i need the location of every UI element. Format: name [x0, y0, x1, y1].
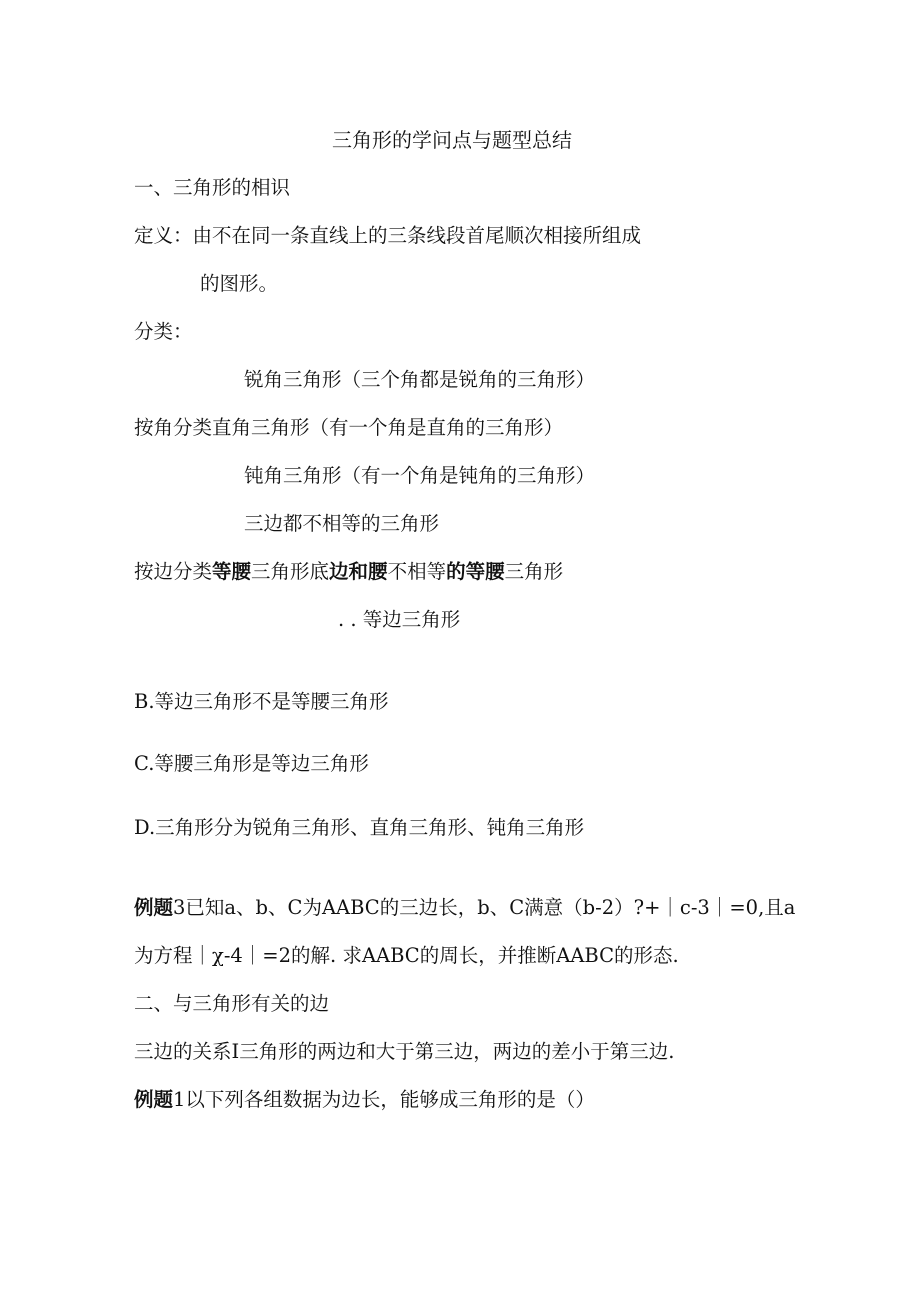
definition-line-1: 定义：由不在同一条直线上的三条线段首尾顺次相接所组成	[134, 224, 642, 247]
isosceles-text-3: 三角形	[504, 560, 564, 583]
isosceles-text-2: 不相等	[387, 560, 447, 583]
page-title: 三角形的学问点与题型总结	[332, 128, 572, 152]
section-heading-2: 二、与三角形有关的边	[134, 992, 330, 1015]
acute-triangle-line: 锐角三角形（三个角都是锐角的三角形）	[244, 368, 596, 391]
option-c: C.等腰三角形是等边三角形	[134, 752, 369, 775]
isosceles-bold-3: 的等腰	[446, 560, 505, 583]
example1-line	[134, 1086, 595, 1114]
right-triangle-text: 直角三角形（有一个角是直角的三角形）	[212, 416, 564, 439]
example1-text: 1以下列各组数据为边长，能够成三角形的是（）	[173, 1088, 595, 1111]
definition-line-2: 的图形。	[200, 272, 279, 295]
example1-label: 例题	[134, 1088, 174, 1111]
section-heading-1: 一、三角形的相识	[134, 176, 291, 199]
isosceles-bold-2: 边和腰	[329, 560, 388, 583]
classify-by-side-prefix: 按边分类	[134, 560, 213, 583]
option-d: D.三角形分为锐角三角形、直角三角形、钝角三角形	[134, 816, 585, 839]
example3-text-1: 3已知a、b、C为AABC的三边长，b、C满意（b-2）?+｜c-3｜=0,且a	[173, 896, 796, 919]
classify-by-side-line	[134, 558, 563, 586]
option-b: B.等边三角形不是等腰三角形	[134, 690, 389, 713]
side-relation-line: 三边的关系I三角形的两边和大于第三边，两边的差小于第三边.	[134, 1040, 675, 1063]
scalene-triangle-line: 三边都不相等的三角形	[244, 512, 440, 535]
isosceles-text-1: 三角形底	[251, 560, 330, 583]
classification-label: 分类：	[134, 320, 193, 343]
example3-line-1	[134, 894, 795, 922]
isosceles-bold-1: 等腰	[212, 560, 252, 583]
classify-by-angle-prefix: 按角分类	[134, 416, 213, 439]
example3-label: 例题	[134, 896, 174, 919]
example3-line-2: 为方程｜χ-4｜=2的解. 求AABC的周长，并推断AABC的形态.	[134, 944, 679, 967]
equilateral-triangle-line: . . 等边三角形	[338, 608, 461, 631]
classify-by-angle-line	[134, 414, 563, 442]
obtuse-triangle-line: 钝角三角形（有一个角是钝角的三角形）	[244, 464, 596, 487]
